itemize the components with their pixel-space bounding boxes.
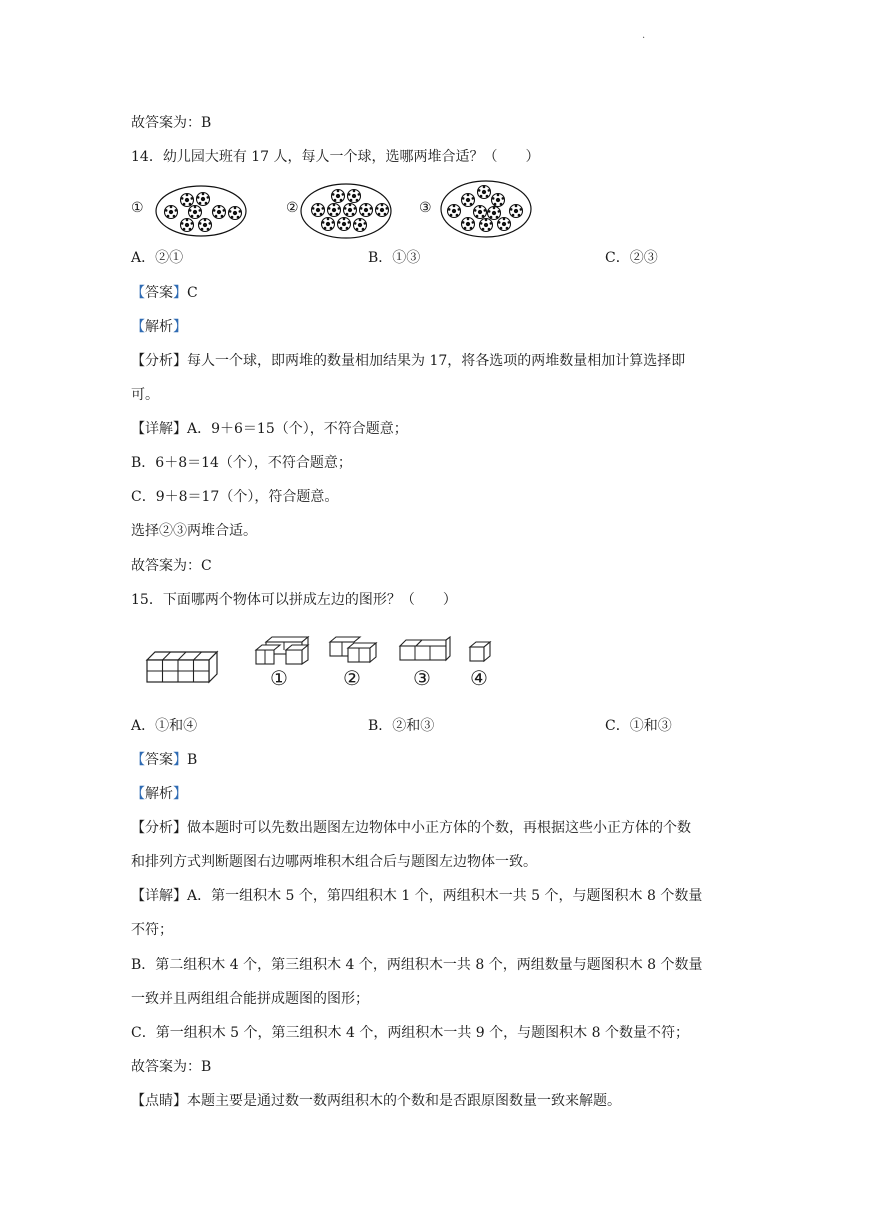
soccer-ball-icon [189, 206, 202, 219]
soccer-ball-icon [478, 186, 491, 199]
soccer-ball-icon [354, 219, 367, 232]
q14-pile-label-1: ① [131, 200, 144, 216]
soccer-ball-icon [344, 204, 357, 217]
soccer-ball-icon [492, 194, 505, 207]
q14-xiangjie-a: 【详解】A．9＋6＝15（个），不符合题意； [131, 421, 408, 437]
q14-xiangjie-b: B．6＋8＝14（个），不符合题意； [131, 455, 352, 471]
q14-pile-label-2: ② [286, 200, 299, 216]
soccer-ball-icon [322, 218, 335, 231]
q15-option-a: A．①和④ [131, 718, 198, 734]
ball-pile-3-figure [440, 180, 532, 238]
soccer-ball-icon [360, 204, 373, 217]
q15-piece-label-4: ④ [470, 666, 488, 690]
q15-xiangjie-c: C．第一组积木 5 个，第三组积木 4 个，两组积木一共 9 个，与题图积木 8 个数量不符； [131, 1025, 689, 1041]
q15-option-b: B．②和③ [368, 718, 435, 734]
q14-analysis-heading: 【解析】 [131, 319, 187, 335]
q14-fenxi-line-1: 【分析】每人一个球，即两堆的数量相加结果为 17，将各选项的两堆数量相加计算选择即 [131, 353, 686, 369]
soccer-ball-icon [328, 204, 341, 217]
q14-pile-label-3: ③ [419, 200, 432, 216]
soccer-ball-icon [474, 206, 487, 219]
q15-analysis-heading: 【解析】 [131, 786, 187, 802]
q14-final-answer: 故答案为：C [131, 558, 212, 574]
soccer-ball-icon [229, 207, 242, 220]
q14-option-a: A．②① [131, 250, 184, 266]
q15-piece-3-figure [400, 638, 450, 664]
q14-option-c: C．②③ [605, 250, 658, 266]
soccer-ball-icon [498, 218, 511, 231]
q15-piece-label-3: ③ [413, 666, 431, 690]
q15-dianjing: 【点睛】本题主要是通过数一数两组积木的个数和是否跟原图数量一致来解题。 [131, 1093, 621, 1109]
q14-xiangjie-c: C．9＋8＝17（个），符合题意。 [131, 489, 339, 505]
soccer-ball-icon [338, 218, 351, 231]
q14-option-b: B．①③ [368, 250, 421, 266]
q15-piece-1-figure [256, 636, 312, 666]
soccer-ball-icon [199, 219, 212, 232]
soccer-ball-icon [462, 194, 475, 207]
soccer-ball-icon [462, 218, 475, 231]
q15-xiangjie-b-line-1: B．第二组积木 4 个，第三组积木 4 个，两组积木一共 8 个，两组数量与题图积木 8 个数量 [131, 957, 703, 973]
q15-fenxi-line-2: 和排列方式判断题图右边哪两堆积木组合后与题图左边物体一致。 [131, 854, 537, 870]
q14-fenxi-line-2: 可。 [131, 387, 159, 403]
ball-pile-1-figure [155, 185, 247, 237]
q15-stem: 15．下面哪两个物体可以拼成左边的图形？（ ） [131, 592, 457, 608]
q13-final-answer: 故答案为：B [131, 115, 212, 131]
soccer-ball-icon [312, 204, 325, 217]
q15-option-c: C．①和③ [605, 718, 672, 734]
q15-xiangjie-a-line-2: 不符； [131, 922, 173, 938]
q15-piece-label-2: ② [343, 666, 361, 690]
soccer-ball-icon [213, 206, 226, 219]
q14-stem: 14．幼儿园大班有 17 人，每人一个球，选哪两堆合适？（ ） [131, 149, 540, 165]
q15-final-answer: 故答案为：B [131, 1059, 212, 1075]
soccer-ball-icon [480, 219, 493, 232]
soccer-ball-icon [510, 205, 523, 218]
q15-piece-label-1: ① [270, 666, 288, 690]
soccer-ball-icon [376, 204, 389, 217]
q15-target-shape-figure [147, 650, 219, 684]
soccer-ball-icon [348, 190, 361, 203]
q14-conclusion: 选择②③两堆合适。 [131, 523, 257, 539]
soccer-ball-icon [332, 190, 345, 203]
soccer-ball-icon [197, 193, 210, 206]
soccer-ball-icon [181, 194, 194, 207]
soccer-ball-icon [181, 219, 194, 232]
ball-pile-2-figure [300, 183, 392, 239]
q15-answer: 【答案】B [131, 752, 198, 768]
q15-fenxi-line-1: 【分析】做本题时可以先数出题图左边物体中小正方体的个数，再根据这些小正方体的个数 [131, 820, 691, 836]
soccer-ball-icon [165, 206, 178, 219]
q15-piece-2-figure [330, 636, 386, 666]
soccer-ball-icon [488, 207, 501, 220]
q14-answer: 【答案】C [131, 285, 198, 301]
q15-xiangjie-a-line-1: 【详解】A．第一组积木 5 个，第四组积木 1 个，两组积木一共 5 个，与题图积木 8 个数量 [131, 888, 703, 904]
q15-piece-4-figure [470, 641, 494, 663]
soccer-ball-icon [448, 205, 461, 218]
header-mark: . [642, 30, 646, 41]
q15-xiangjie-b-line-2: 一致并且两组组合能拼成题图的图形； [131, 991, 369, 1007]
